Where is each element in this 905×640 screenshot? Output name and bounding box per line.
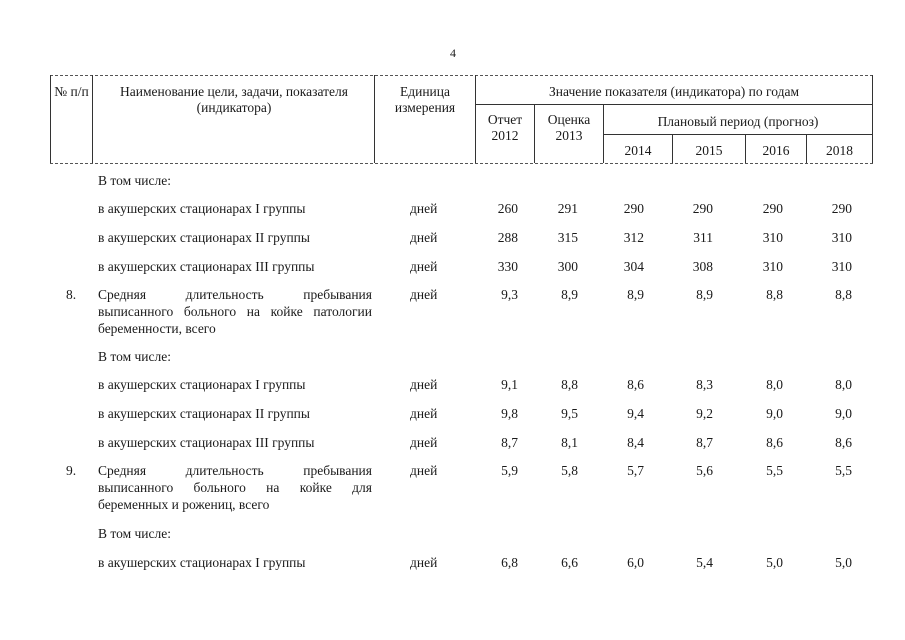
row-value-2018: 5,5: [835, 463, 852, 478]
row-number: 9.: [66, 463, 77, 478]
header-col-report: Отчет 2012: [487, 112, 523, 143]
row-value-2018: 8,0: [835, 377, 852, 392]
row-value-2012: 9,8: [501, 406, 518, 421]
row-value-2013: 6,6: [561, 555, 578, 570]
row-name: в акушерских стационарах I группы: [98, 555, 306, 570]
row-value-2015: 5,6: [696, 463, 713, 478]
row-value-2015: 290: [692, 201, 713, 216]
row-name: в акушерских стационарах II группы: [98, 230, 310, 245]
row-value-2013: 8,9: [561, 287, 578, 302]
row-value-2018: 8,6: [835, 435, 852, 450]
header-bottom-border: [50, 163, 873, 164]
row-name: Средняя длительность пребывания выписанного больного на койке патологии беременности, всего: [98, 287, 372, 336]
row-value-2018: 290: [831, 201, 852, 216]
row-value-2014: 8,6: [627, 377, 644, 392]
row-value-2018: 310: [831, 259, 852, 274]
header-col-name: Наименование цели, задачи, показателя (индикатора): [120, 84, 348, 115]
row-value-2018: 8,8: [835, 287, 852, 302]
row-value-2018: 310: [831, 230, 852, 245]
row-name: В том числе:: [98, 173, 171, 188]
row-unit: дней: [410, 435, 438, 450]
header-vline: [872, 75, 873, 163]
row-name: В том числе:: [98, 349, 171, 364]
header-col-estimate: Оценка 2013: [547, 112, 591, 143]
row-name: в акушерских стационарах III группы: [98, 435, 315, 450]
row-value-2013: 8,8: [561, 377, 578, 392]
row-value-2015: 311: [693, 230, 713, 245]
row-value-2014: 9,4: [627, 406, 644, 421]
row-value-2014: 304: [623, 259, 644, 274]
header-vline: [374, 75, 375, 163]
row-value-2016: 8,0: [766, 377, 783, 392]
header-col-no: № п/п: [54, 84, 89, 99]
row-value-2016: 290: [762, 201, 783, 216]
row-value-2014: 312: [623, 230, 644, 245]
row-value-2014: 8,9: [627, 287, 644, 302]
header-inner-hline-2: [603, 134, 873, 135]
row-value-2013: 5,8: [561, 463, 578, 478]
row-value-2018: 9,0: [835, 406, 852, 421]
row-unit: дней: [410, 406, 438, 421]
row-unit: дней: [410, 555, 438, 570]
row-value-2015: 9,2: [696, 406, 713, 421]
row-value-2016: 8,6: [766, 435, 783, 450]
header-vline: [92, 75, 93, 163]
header-col-plan: Плановый период (прогноз): [657, 114, 819, 129]
row-value-2013: 300: [557, 259, 578, 274]
row-unit: дней: [410, 287, 438, 302]
row-value-2014: 290: [623, 201, 644, 216]
row-value-2012: 8,7: [501, 435, 518, 450]
row-name: В том числе:: [98, 526, 171, 541]
row-value-2015: 5,4: [696, 555, 713, 570]
header-year-2014: 2014: [624, 143, 652, 158]
row-value-2012: 6,8: [501, 555, 518, 570]
header-col-unit: Единица измерения: [394, 84, 456, 115]
row-value-2013: 8,1: [561, 435, 578, 450]
header-vline: [672, 134, 673, 163]
row-value-2016: 310: [762, 259, 783, 274]
header-year-2015: 2015: [695, 143, 723, 158]
row-value-2013: 291: [557, 201, 578, 216]
header-vline: [603, 104, 604, 163]
row-name: в акушерских стационарах II группы: [98, 406, 310, 421]
row-value-2016: 5,0: [766, 555, 783, 570]
row-value-2014: 5,7: [627, 463, 644, 478]
row-value-2012: 9,3: [501, 287, 518, 302]
row-unit: дней: [410, 377, 438, 392]
page-number: 4: [450, 46, 456, 60]
row-name: Средняя длительность пребывания выписанного больного на койке для беременных и рожениц, всего: [98, 463, 372, 512]
row-number: 8.: [66, 287, 77, 302]
row-value-2014: 6,0: [627, 555, 644, 570]
row-value-2015: 8,3: [696, 377, 713, 392]
row-unit: дней: [410, 259, 438, 274]
header-vline: [534, 104, 535, 163]
header-vline: [475, 75, 476, 163]
row-value-2014: 8,4: [627, 435, 644, 450]
row-value-2016: 9,0: [766, 406, 783, 421]
header-vline: [50, 75, 51, 163]
row-value-2015: 8,9: [696, 287, 713, 302]
row-unit: дней: [410, 230, 438, 245]
row-name: в акушерских стационарах I группы: [98, 377, 306, 392]
header-top-border: [50, 75, 873, 76]
row-value-2012: 330: [497, 259, 518, 274]
header-year-2018: 2018: [826, 143, 853, 158]
row-value-2012: 288: [497, 230, 518, 245]
row-value-2015: 308: [692, 259, 713, 274]
row-value-2015: 8,7: [696, 435, 713, 450]
row-value-2016: 310: [762, 230, 783, 245]
row-value-2012: 9,1: [501, 377, 518, 392]
row-unit: дней: [410, 201, 438, 216]
row-value-2016: 8,8: [766, 287, 783, 302]
header-year-2016: 2016: [762, 143, 790, 158]
header-vline: [806, 134, 807, 163]
row-name: в акушерских стационарах I группы: [98, 201, 306, 216]
row-unit: дней: [410, 463, 438, 478]
header-vline: [745, 134, 746, 163]
row-value-2012: 260: [497, 201, 518, 216]
row-value-2016: 5,5: [766, 463, 783, 478]
row-value-2013: 315: [557, 230, 578, 245]
row-value-2018: 5,0: [835, 555, 852, 570]
row-value-2012: 5,9: [501, 463, 518, 478]
header-col-values: Значение показателя (индикатора) по годам: [549, 84, 799, 99]
row-name: в акушерских стационарах III группы: [98, 259, 315, 274]
row-value-2013: 9,5: [561, 406, 578, 421]
